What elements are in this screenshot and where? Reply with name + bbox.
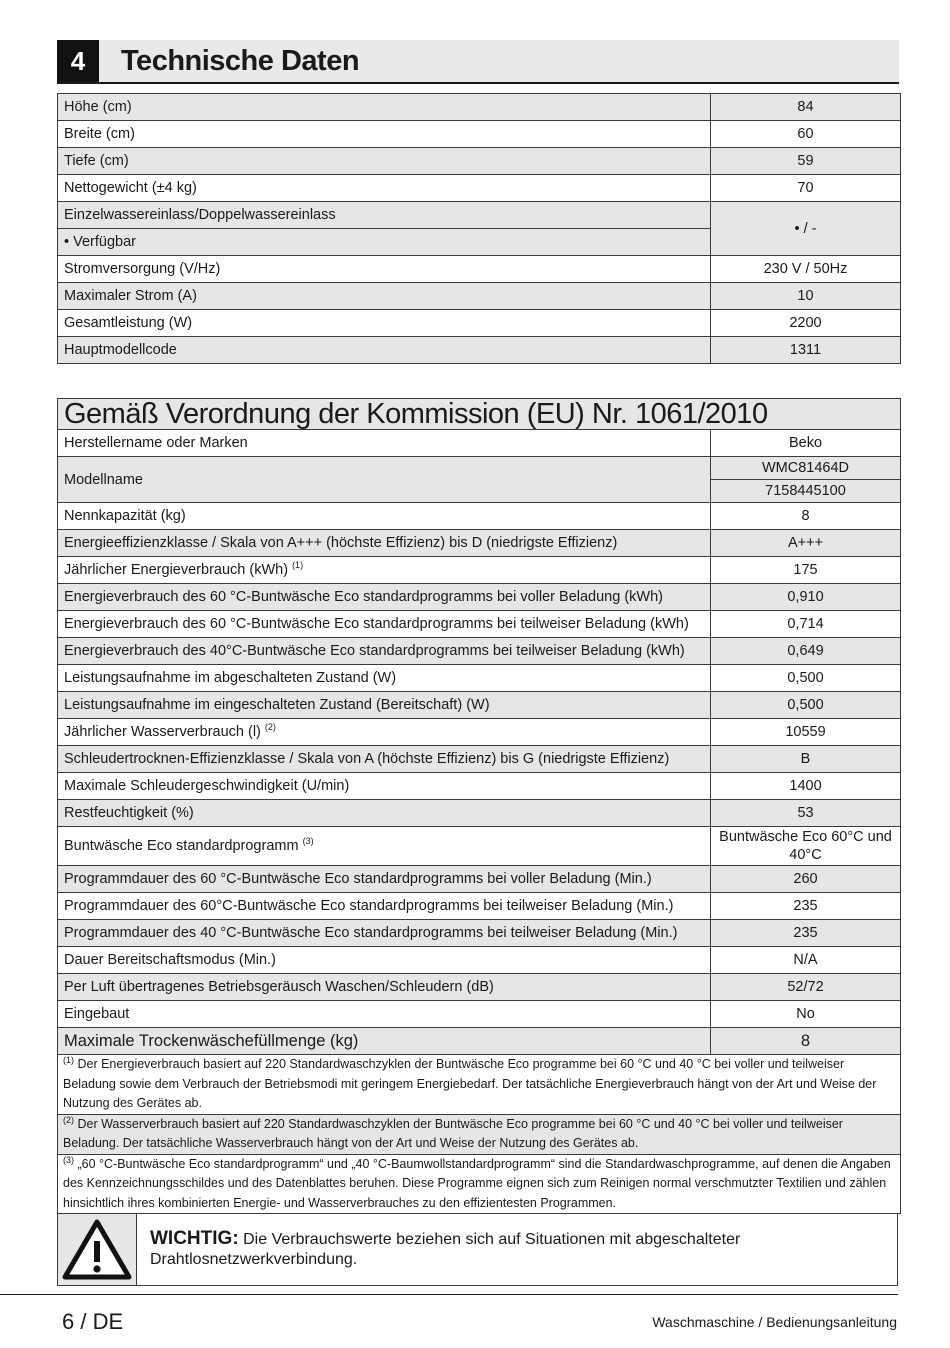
footnote-marker: (2) (63, 1114, 74, 1125)
table-row (58, 638, 901, 665)
footnote-ref: (1) (292, 560, 304, 571)
spec-value: 1311 (711, 337, 901, 364)
reg-value: 235 (711, 920, 901, 947)
warning-triangle-icon (58, 1214, 137, 1285)
page-number: 6 / DE (62, 1309, 124, 1334)
spec-sub-label: • Verfügbar (58, 229, 711, 256)
spec-value: • / - (711, 202, 901, 256)
table-row (58, 283, 901, 310)
reg-label-text: Jährlicher Wasserverbrauch (l) (64, 724, 261, 740)
reg-label (58, 719, 711, 746)
regulation-table (57, 398, 901, 1214)
footnote-ref: (2) (264, 722, 276, 733)
warning-label: WICHTIG: (150, 1228, 239, 1249)
reg-label: Schleudertrocknen-Effizienzklasse / Skala von A (höchste Effizienz) bis G (niedrigste Effizienz) (58, 746, 711, 773)
table-row (58, 893, 901, 920)
reg-value: 8 (711, 1028, 901, 1055)
reg-label: Dauer Bereitschaftsmodus (Min.) (58, 947, 711, 974)
spec-value: 59 (711, 148, 901, 175)
reg-value: A+++ (711, 530, 901, 557)
reg-label: Energieverbrauch des 40°C-Buntwäsche Eco standardprogramms bei teilweiser Beladung (kWh) (58, 638, 711, 665)
table-row (58, 773, 901, 800)
reg-label: Maximale Trockenwäschefüllmenge (kg) (58, 1028, 711, 1055)
footer-title: Waschmaschine / Bedienungsanleitung (652, 1314, 897, 1330)
table-row (58, 746, 901, 773)
table-row (58, 94, 901, 121)
table-row (58, 256, 901, 283)
footnote-text: Der Wasserverbrauch basiert auf 220 Standardwaschzyklen der Buntwäsche Eco programme bei 60 °C und 40 °C bei voller und teilweiser Beladung. Der tatsächliche Wasserverbrauch hängt von der Art und Weise der Nutzung des Gerätes ab. (63, 1116, 843, 1150)
table-row (58, 947, 901, 974)
warning-box (57, 1213, 898, 1286)
section-number: 4 (57, 40, 99, 82)
footnote-row (58, 1154, 901, 1214)
footnote-marker: (1) (63, 1054, 74, 1065)
reg-value: Buntwäsche Eco 60°C und 40°C (711, 827, 901, 866)
table-row (58, 175, 901, 202)
footer-divider (0, 1294, 898, 1295)
reg-value: 0,500 (711, 665, 901, 692)
reg-label: Nennkapazität (kg) (58, 503, 711, 530)
table-row (58, 503, 901, 530)
reg-value: 53 (711, 800, 901, 827)
reg-label: Programmdauer des 60 °C-Buntwäsche Eco standardprogramms bei voller Beladung (Min.) (58, 866, 711, 893)
reg-value: 8 (711, 503, 901, 530)
reg-label: Eingebaut (58, 1001, 711, 1028)
warning-text (150, 1229, 880, 1270)
spec-value: 60 (711, 121, 901, 148)
reg-value: WMC81464D (711, 457, 901, 480)
spec-label: Gesamtleistung (W) (58, 310, 711, 337)
reg-value: 0,714 (711, 611, 901, 638)
reg-value: 52/72 (711, 974, 901, 1001)
reg-label (58, 557, 711, 584)
table-row (58, 974, 901, 1001)
table-row (58, 584, 901, 611)
table-row (58, 1028, 901, 1055)
reg-value: 235 (711, 893, 901, 920)
table-row (58, 800, 901, 827)
reg-value: No (711, 1001, 901, 1028)
reg-label-text: Buntwäsche Eco standardprogramm (64, 838, 299, 854)
reg-label: Maximale Schleudergeschwindigkeit (U/min) (58, 773, 711, 800)
footnote-row (58, 1114, 901, 1154)
table-row (58, 457, 901, 480)
table-row (58, 530, 901, 557)
spec-label: Höhe (cm) (58, 94, 711, 121)
footnote-marker: (3) (63, 1154, 74, 1165)
spec-label: Tiefe (cm) (58, 148, 711, 175)
footnote-ref: (3) (302, 836, 314, 847)
specs-table (57, 93, 901, 364)
footnote-text: „60 °C-Buntwäsche Eco standardprogramm“ und „40 °C-Baumwollstandardprogramm“ sind die Standardwaschprogramme, auf denen die Angaben des Kennzeichnungsschildes und des Datenblattes beruhen. Diese Programme eignen sich zum Reinigen normal verschmutzter Textilien und zählen hinsichtlich ihres kombinierten Energie- und Wasserverbrauches zu den effizientesten Programmen. (63, 1156, 891, 1210)
spec-label: Stromversorgung (V/Hz) (58, 256, 711, 283)
footnote-1 (58, 1055, 901, 1115)
table-row (58, 665, 901, 692)
reg-label: Leistungsaufnahme im abgeschalteten Zustand (W) (58, 665, 711, 692)
table-row (58, 337, 901, 364)
reg-label: Programmdauer des 60°C-Buntwäsche Eco standardprogramms bei teilweiser Beladung (Min.) (58, 893, 711, 920)
spec-label: Einzelwassereinlass/Doppelwassereinlass (58, 202, 711, 229)
footnote-text: Der Energieverbrauch basiert auf 220 Standardwaschzyklen der Buntwäsche Eco programme bei 60 °C und 40 °C bei voller und teilweiser Beladung sowie dem Verbrauch der Betriebsmodi mit geringem Energiebedarf. Der tatsächliche Energieverbrauch hängt von der Art und Weise der Nutzung des Gerätes ab. (63, 1057, 877, 1110)
table-row (58, 692, 901, 719)
footnote-row (58, 1055, 901, 1115)
footnote-3 (58, 1154, 901, 1214)
spec-value: 230 V / 50Hz (711, 256, 901, 283)
section-header (57, 40, 899, 84)
regulation-title: Gemäß Verordnung der Kommission (EU) Nr. 1061/2010 (58, 399, 901, 430)
reg-label (58, 827, 711, 866)
reg-label: Modellname (58, 457, 711, 503)
reg-value: 1400 (711, 773, 901, 800)
spec-label: Nettogewicht (±4 kg) (58, 175, 711, 202)
reg-value: 260 (711, 866, 901, 893)
reg-value: Beko (711, 430, 901, 457)
section-title: Technische Daten (121, 45, 360, 77)
spec-label: Breite (cm) (58, 121, 711, 148)
reg-value: N/A (711, 947, 901, 974)
reg-value: 0,649 (711, 638, 901, 665)
spec-value: 2200 (711, 310, 901, 337)
table-row (58, 719, 901, 746)
table-row (58, 920, 901, 947)
table-row (58, 148, 901, 175)
table-row (58, 121, 901, 148)
reg-label: Programmdauer des 40 °C-Buntwäsche Eco standardprogramms bei teilweiser Beladung (Min.) (58, 920, 711, 947)
reg-label: Energieverbrauch des 60 °C-Buntwäsche Eco standardprogramms bei voller Beladung (kWh) (58, 584, 711, 611)
reg-value: B (711, 746, 901, 773)
reg-label: Per Luft übertragenes Betriebsgeräusch Waschen/Schleudern (dB) (58, 974, 711, 1001)
reg-label: Leistungsaufnahme im eingeschalteten Zustand (Bereitschaft) (W) (58, 692, 711, 719)
reg-value: 0,500 (711, 692, 901, 719)
reg-label: Energieverbrauch des 60 °C-Buntwäsche Eco standardprogramms bei teilweiser Beladung (kWh) (58, 611, 711, 638)
footnote-2 (58, 1114, 901, 1154)
reg-label: Energieeffizienzklasse / Skala von A+++ (höchste Effizienz) bis D (niedrigste Effizienz) (58, 530, 711, 557)
table-row (58, 866, 901, 893)
reg-value: 10559 (711, 719, 901, 746)
spec-value: 70 (711, 175, 901, 202)
table-row (58, 310, 901, 337)
spec-value: 84 (711, 94, 901, 121)
reg-value-2: 7158445100 (711, 480, 901, 503)
reg-value: 0,910 (711, 584, 901, 611)
table-row (58, 202, 901, 229)
reg-label: Herstellername oder Marken (58, 430, 711, 457)
table-row (58, 827, 901, 866)
reg-label-text: Jährlicher Energieverbrauch (kWh) (64, 562, 289, 578)
table-row (58, 557, 901, 584)
spec-label: Hauptmodellcode (58, 337, 711, 364)
warning-message: Die Verbrauchswerte beziehen sich auf Situationen mit abgeschalteter Drahtlosnetzwerkverbindung. (150, 1231, 741, 1268)
spec-value: 10 (711, 283, 901, 310)
table-row (58, 430, 901, 457)
table-row (58, 1001, 901, 1028)
reg-label: Restfeuchtigkeit (%) (58, 800, 711, 827)
table-row (58, 611, 901, 638)
reg-value: 175 (711, 557, 901, 584)
spec-label: Maximaler Strom (A) (58, 283, 711, 310)
